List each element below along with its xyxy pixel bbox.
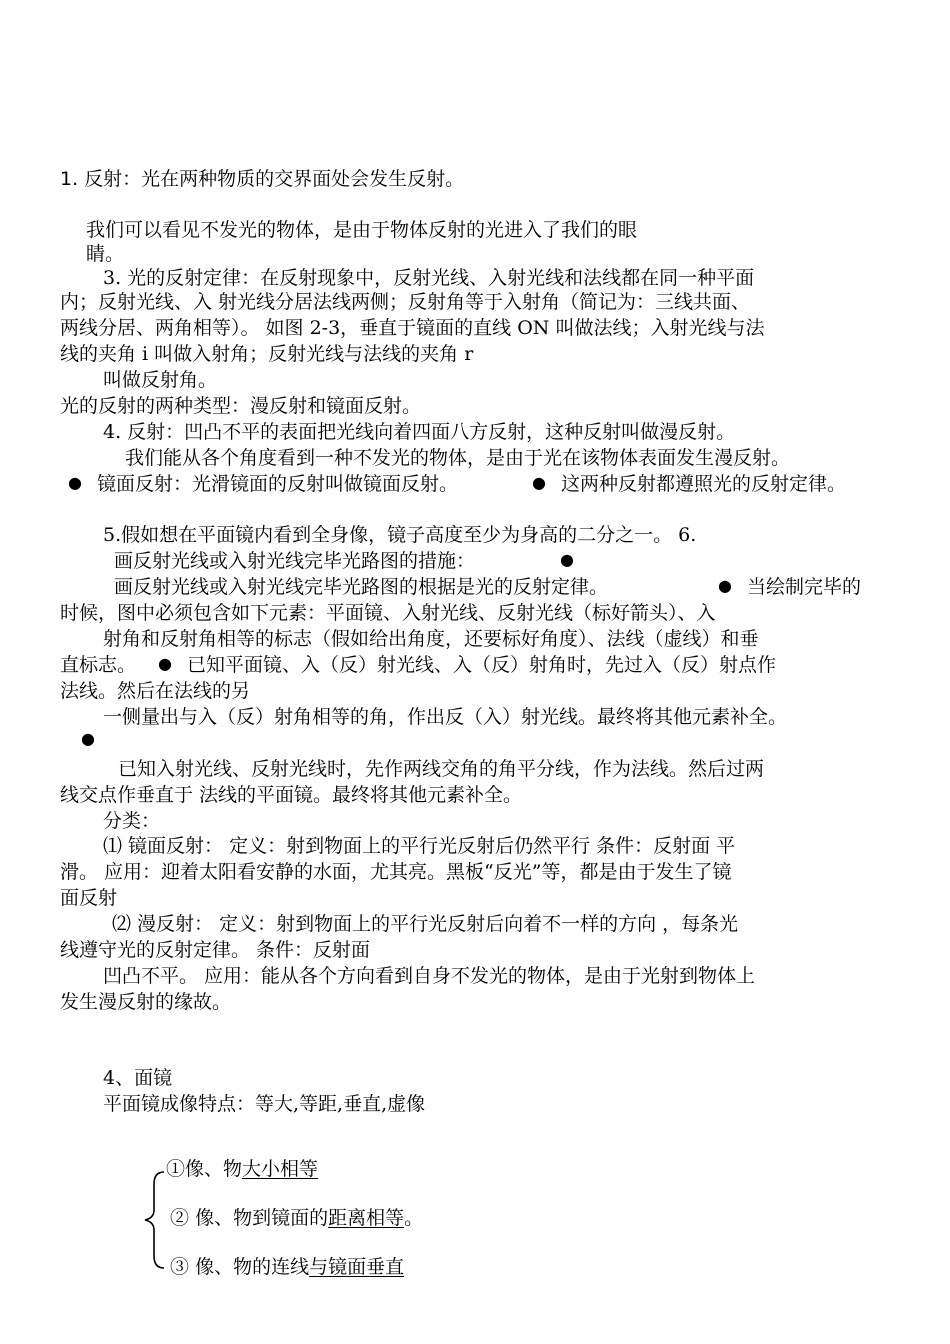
bullet-icon: ●: [718, 576, 732, 595]
para6-line5: 法线。然后在法线的另: [60, 680, 251, 702]
mirror-reflection-line2: 滑。 应用：迎着太阳看安静的水面，尤其亮。黑板“反光”等，都是由于发生了镜: [60, 861, 732, 883]
para2-line1: 3. 光的反射定律：在反射现象中，反射光线、入射光线和法线都在同一种平面: [103, 267, 755, 289]
para4-line1: 4. 反射：凹凸不平的表面把光线向着四面八方反射，这种反射叫做漫反射。: [103, 421, 736, 443]
feature-item-2: [170, 1206, 423, 1230]
feature-underlined: 大小相等: [242, 1158, 319, 1180]
para2-line5: 叫做反射角。: [103, 369, 218, 391]
para6-line4a: 直标志。: [60, 654, 137, 676]
brace-icon: [142, 1170, 166, 1270]
para6-line1b: 当绘制完毕的: [747, 576, 862, 598]
para6-line4b: 已知平面镜、入（反）射光线、入（反）射角时，先过入（反）射点作: [187, 654, 777, 676]
feature-item-1: [166, 1157, 318, 1181]
para6-line2: 时候，图中必须包含如下元素：平面镜、入射光线、反射光线（标好箭头）、入: [60, 602, 716, 624]
para2-line4: 线的夹角 i 叫做入射角；反射光线与法线的夹角 r: [60, 343, 474, 365]
para2-line3: 两线分居、两角相等）。 如图 2-3，垂直于镜面的直线 ON 叫做法线；入射光线与法: [60, 317, 765, 339]
reflection-law-bullet: 这两种反射都遵照光的反射定律。: [561, 473, 847, 495]
para7-line2: 线交点作垂直于 法线的平面镜。最终将其他元素补全。: [60, 784, 523, 806]
mirror-reflection-bullet: 镜面反射：光滑镜面的反射叫做镜面反射。: [97, 473, 459, 495]
para1-line2: 睛。: [86, 243, 125, 265]
diffuse-reflection-line2: 线遵守光的反射定律。 条件：反射面: [60, 939, 371, 961]
bullet-icon: ●: [81, 729, 95, 748]
para5-line1: 5.假如想在平面镜内看到全身像，镜子高度至少为身高的二分之一。 6.: [103, 524, 697, 546]
diffuse-reflection-line4: 发生漫反射的缘故。: [60, 991, 232, 1013]
classification-label: 分类：: [103, 810, 161, 832]
feature-number: ①: [166, 1158, 186, 1180]
diffuse-reflection-line3: 凹凸不平。 应用：能从各个方向看到自身不发光的物体，是由于光射到物体上: [103, 965, 756, 987]
section-title: 1. 反射：光在两种物质的交界面处会发生反射。: [60, 168, 465, 190]
feature-number: ③: [170, 1256, 190, 1278]
feature-text: 像、物的连线: [195, 1256, 310, 1278]
feature-underlined: 距离相等: [328, 1207, 405, 1229]
mirror-reflection-line1: ⑴ 镜面反射： 定义：射到物面上的平行光反射后仍然平行 条件：反射面 平: [103, 835, 736, 857]
bullet-icon: ●: [68, 473, 82, 492]
mirror-reflection-line3: 面反射: [60, 887, 118, 909]
reflection-types: 光的反射的两种类型：漫反射和镜面反射。: [60, 395, 422, 417]
feature-underlined: 与镜面垂直: [309, 1256, 405, 1278]
plane-mirror-features: 平面镜成像特点：等大,等距,垂直,虚像: [103, 1093, 426, 1115]
feature-number: ②: [170, 1207, 190, 1229]
para6-line3: 射角和反射角相等的标志（假如给出角度，还要标好角度）、法线（虚线）和垂: [103, 628, 759, 650]
feature-text: 像、物到镜面的: [195, 1207, 329, 1229]
para5-line2: 画反射光线或入射光线完毕光路图的措施：: [114, 550, 476, 572]
diffuse-reflection-line1: ⑵ 漫反射： 定义：射到物面上的平行光反射后向着不一样的方向 ，每条光: [112, 913, 739, 935]
feature-item-3: [170, 1255, 404, 1279]
feature-end: 。: [404, 1207, 424, 1229]
para2-line2: 内；反射光线、入 射光线分居法线两侧；反射角等于入射角（简记为：三线共面、: [60, 291, 751, 313]
section-mirror-heading: 4、面镜: [103, 1067, 173, 1089]
feature-text: 像、物: [185, 1158, 243, 1180]
bullet-icon: ●: [532, 473, 546, 492]
bullet-icon: ●: [560, 550, 574, 569]
para6-line1: 画反射光线或入射光线完毕光路图的根据是光的反射定律。: [114, 576, 609, 598]
bullet-icon: ●: [158, 654, 172, 673]
para4-line2: 我们能从各个角度看到一种不发光的物体，是由于光在该物体表面发生漫反射。: [125, 447, 791, 469]
para7-line1: 已知入射光线、反射光线时，先作两线交角的角平分线，作为法线。然后过两: [118, 758, 765, 780]
para1-line1: 我们可以看见不发光的物体，是由于物体反射的光进入了我们的眼: [86, 219, 638, 241]
para6-line6: 一侧量出与入（反）射角相等的角，作出反（入）射光线。最终将其他元素补全。: [103, 706, 788, 728]
